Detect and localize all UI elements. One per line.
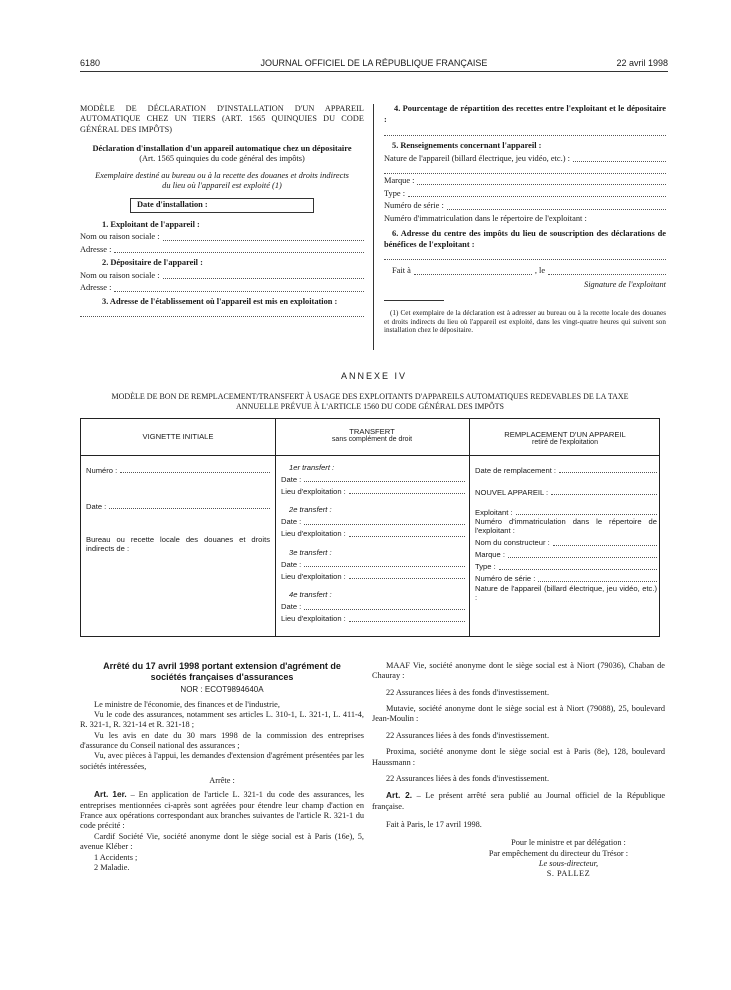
marque-field[interactable] — [475, 550, 657, 560]
page-number: 6180 — [80, 58, 101, 68]
copy-note: Exemplaire destiné au bureau ou à la recette des douanes et droits indirects du lieu où l'appareil est exploité (1) — [95, 170, 349, 191]
serie-dots — [538, 574, 657, 582]
table-header-rule — [81, 455, 659, 456]
percentage-line[interactable] — [384, 126, 666, 136]
transfer-block — [281, 548, 465, 581]
constructeur-label: Nom du constructeur : — [475, 538, 550, 548]
signature-label: Signature de l'exploitant — [584, 279, 666, 289]
arrete-p2: Vu le code des assurances, notamment ses articles L. 310-1, L. 321-1, L. 411-4, R. 321-1, R. 321-14 et R. 321-18 ; — [80, 709, 364, 730]
transfer-date-label: Date : — [281, 559, 302, 569]
type-field[interactable] — [384, 189, 666, 200]
date-installation-label: Date d'installation : — [137, 199, 208, 209]
proxima-branch: 22 Assurances liées à des fonds d'investissement. — [386, 773, 550, 783]
transfer-lieu-field[interactable] — [281, 614, 465, 624]
date-remplacement-dots — [559, 465, 657, 473]
arrete-word: Arrête : — [209, 776, 235, 786]
signature-line-1: Pour le ministre et par délégation : — [511, 838, 626, 848]
cardif-entry: Cardif Société Vie, société anonyme dont le siège social est à Paris (16e), 5, avenue Kléber : — [80, 831, 364, 852]
type-label: Type : — [475, 562, 496, 572]
section-2-heading: 2. Dépositaire de l'appareil : — [102, 258, 203, 268]
vignette-column — [86, 463, 270, 554]
journal-title: JOURNAL OFFICIEL DE LA RÉPUBLIQUE FRANÇAISE — [260, 58, 488, 68]
address-label: Adresse : — [80, 244, 112, 254]
table-col-divider-2 — [469, 419, 470, 636]
transfer-lieu-dots — [349, 571, 465, 579]
signature-line-2: Par empêchement du directeur du Trésor : — [488, 848, 629, 858]
numero-label: Numéro : — [86, 465, 118, 475]
exploitant-label: Exploitant : — [475, 507, 513, 517]
transfer-lieu-dots — [349, 486, 465, 494]
fait-dots — [414, 267, 532, 275]
transfer-date-field[interactable] — [281, 559, 465, 569]
arrete-right-column — [372, 661, 665, 880]
article-2-text: – Le présent arrêté sera publié au Journal officiel de la République française. — [372, 791, 665, 811]
arrete-p3: Vu les avis en date du 30 mars 1998 de la commission des entreprises d'assurance du Conseil national des assurances ; — [80, 730, 364, 750]
mutavie-branch: 22 Assurances liées à des fonds d'investissement. — [386, 730, 550, 740]
arrete-p4: Vu, avec pièces à l'appui, les demandes d'extension d'agrément présentées par les sociétés intéressées, — [80, 751, 364, 771]
date-remplacement-label: Date de remplacement : — [475, 465, 557, 475]
fait-a-paris: Fait à Paris, le 17 avril 1998. — [386, 819, 482, 829]
address-dots — [114, 284, 364, 292]
numero-dots — [120, 465, 270, 473]
annexe-subtitle: MODÈLE DE BON DE REMPLACEMENT/TRANSFERT À USAGE DES EXPLOITANTS D'APPAREILS AUTOMATIQUES REDEVABLES DE LA TAXE ANNUELLE PRÉVUE À L'ARTICLE 1560 DU CODE GÉNÉRAL DES IMPÔTS — [111, 392, 629, 411]
serie-label: Numéro de série : — [475, 574, 536, 584]
address-dots — [114, 245, 364, 253]
transfer-block — [281, 590, 465, 623]
issue-date: 22 avril 1998 — [616, 58, 668, 68]
address-label: Adresse : — [80, 283, 112, 293]
bureau-field[interactable]: Bureau ou recette locale des douanes et droits indirects de : — [86, 535, 270, 554]
depositaire-address-field[interactable] — [80, 283, 364, 294]
type-label: Type : — [384, 188, 406, 198]
section-1-heading: 1. Exploitant de l'appareil : — [102, 219, 200, 229]
immat-field[interactable]: Numéro d'immatriculation dans le répertoire de l'exploitant : — [475, 517, 657, 536]
numero-field[interactable] — [86, 465, 270, 475]
col3-header: REMPLACEMENT D'UN APPAREIL — [504, 430, 626, 439]
article-1-label: Art. 1er. — [94, 789, 127, 800]
nouvel-appareil-dots — [551, 487, 657, 495]
transfer-lieu-field[interactable] — [281, 486, 465, 496]
name-dots — [163, 271, 364, 279]
transfer-column — [281, 463, 465, 633]
date-field[interactable] — [86, 501, 270, 511]
establishment-address-line[interactable] — [80, 307, 364, 317]
model-title: MODÈLE DE DÉCLARATION D'INSTALLATION D'UN APPAREIL AUTOMATIQUE CHEZ UN TIERS (ART. 1565 QUINQUIES DU CODE GÉNÉRAL DES IMPÔTS) — [80, 104, 364, 134]
depositaire-name-field[interactable] — [80, 271, 364, 282]
table-col-divider-1 — [275, 419, 276, 636]
transfer-date-label: Date : — [281, 475, 302, 484]
marque-label: Marque : — [475, 550, 505, 560]
nature-label: Nature de l'appareil (billard électrique, jeu vidéo, etc.) : — [384, 153, 570, 163]
date-dots — [109, 501, 270, 509]
transfer-date-field[interactable] — [281, 474, 465, 484]
nature-field[interactable]: Nature de l'appareil (billard électrique, jeu vidéo, etc.) : — [475, 583, 657, 603]
serie-field[interactable] — [475, 574, 657, 584]
proxima-entry: Proxima, société anonyme dont le siège social est à Paris (8e), 128, boulevard Haussmann : — [372, 747, 665, 767]
immat-field[interactable]: Numéro d'immatriculation dans le répertoire de l'exploitant : — [384, 213, 587, 223]
transfer-date-dots — [304, 517, 465, 525]
transfer-title: 3e transfert : — [289, 547, 332, 557]
transfer-date-label: Date : — [281, 602, 302, 612]
constructeur-field[interactable] — [475, 538, 657, 548]
marque-label: Marque : — [384, 176, 415, 185]
section-4-heading: 4. Pourcentage de répartition des recettes entre l'exploitant et le dépositaire : — [384, 104, 666, 124]
transfer-lieu-label: Lieu d'exploitation : — [281, 614, 346, 624]
nouvel-appareil-field[interactable] — [475, 487, 657, 497]
signature-line-3: Le sous-directeur, — [538, 859, 599, 869]
transfer-lieu-field[interactable] — [281, 571, 465, 581]
exploitant-name-field[interactable] — [80, 232, 364, 243]
article-1-text: – En application de l'article L. 321-1 du code des assurances, les entreprises mentionnées ci-après sont agréées pour étendre leur champ d'action en France aux opérations correspondant aux branches suivantes de l'article R. 321-1 du code précité : — [80, 790, 364, 831]
serie-dots — [447, 202, 666, 210]
transfer-lieu-field[interactable] — [281, 529, 465, 539]
arrete-left-column — [80, 661, 364, 873]
nature-line[interactable] — [384, 164, 666, 174]
fait-label: Fait à — [392, 266, 411, 275]
constructeur-dots — [553, 538, 657, 546]
col2-header: TRANSFERT — [349, 427, 395, 436]
transfer-lieu-dots — [349, 529, 465, 537]
serie-label: Numéro de série : — [384, 201, 444, 210]
maaf-entry: MAAF Vie, société anonyme dont le siège social est à Niort (79036), Chaban de Chauray : — [372, 661, 665, 681]
section-5-heading: 5. Renseignements concernant l'appareil : — [392, 141, 542, 150]
header-rule — [80, 71, 668, 72]
column-divider — [373, 104, 374, 350]
date-installation-box[interactable] — [130, 198, 314, 213]
transfer-lieu-label: Lieu d'exploitation : — [281, 571, 346, 581]
serie-field[interactable] — [384, 201, 666, 212]
transfer-block — [281, 505, 465, 538]
nouvel-appareil-label: NOUVEL APPAREIL : — [475, 487, 549, 497]
transfer-date-dots — [304, 559, 465, 567]
annexe-title: ANNEXE IV — [340, 371, 407, 381]
branch-1: 1 Accidents ; — [94, 852, 138, 862]
date-remplacement-field[interactable] — [475, 465, 657, 475]
declaration-ref: (Art. 1565 quinquies du code général des impôts) — [139, 154, 305, 164]
transfer-date-dots — [304, 602, 465, 610]
exploitant-dots — [516, 507, 657, 515]
article-2-label: Art. 2. — [386, 790, 413, 801]
arrete-title: Arrêté du 17 avril 1998 portant extension d'agrément de sociétés françaises d'assurances — [103, 661, 341, 683]
col3-subheader: retiré de l'exploitation — [532, 439, 598, 446]
le-label: , le — [534, 266, 546, 275]
transfer-date-dots — [304, 474, 465, 482]
type-dots — [499, 562, 657, 570]
marque-dots — [417, 177, 666, 185]
mutavie-entry: Mutavie, société anonyme dont le siège social est à Niort (79088), 25, boulevard Jean-Moulin : — [372, 704, 665, 724]
section-3-heading: 3. Adresse de l'établissement où l'appareil est mis en exploitation : — [102, 296, 338, 306]
le-dots — [548, 267, 666, 275]
footnote-rule — [384, 300, 444, 301]
arrete-p1: Le ministre de l'économie, des finances et de l'industrie, — [94, 699, 280, 709]
transfer-title: 2e transfert : — [289, 505, 332, 515]
replacement-column — [475, 463, 657, 603]
transfer-block — [281, 463, 465, 496]
installation-form-continued — [384, 104, 666, 335]
transfer-date-field[interactable] — [281, 602, 465, 612]
name-label: Nom ou raison sociale : — [80, 270, 160, 280]
marque-field[interactable] — [384, 176, 666, 187]
tax-center-line[interactable] — [384, 250, 666, 260]
date-label: Date : — [86, 501, 107, 511]
transfer-lieu-label: Lieu d'exploitation : — [281, 487, 346, 496]
installation-form — [80, 104, 364, 317]
fait-field[interactable] — [384, 266, 666, 277]
transfer-title: 1er transfert : — [289, 463, 335, 472]
transfer-table — [80, 418, 660, 637]
transfer-date-field[interactable] — [281, 517, 465, 527]
type-dots — [408, 189, 666, 197]
marque-dots — [508, 550, 657, 558]
name-label: Nom ou raison sociale : — [80, 232, 160, 242]
exploitant-field[interactable] — [475, 507, 657, 517]
type-field[interactable] — [475, 562, 657, 572]
branch-2: 2 Maladie. — [94, 862, 130, 872]
arrete-nor: NOR : ECOT9894640A — [180, 684, 264, 694]
transfer-title: 4e transfert : — [289, 590, 332, 600]
section-6-heading: 6. Adresse du centre des impôts du lieu de souscription des déclarations de bénéfices de l'exploitant : — [384, 229, 666, 249]
name-dots — [163, 233, 364, 241]
col2-subheader: sans complément de droit — [331, 436, 413, 443]
signature-name: S. PALLEZ — [546, 869, 591, 879]
maaf-branch: 22 Assurances liées à des fonds d'investissement. — [386, 687, 550, 697]
declaration-title: Déclaration d'installation d'un appareil automatique chez un dépositaire — [92, 143, 352, 153]
transfer-date-label: Date : — [281, 517, 302, 527]
col1-header: VIGNETTE INITIALE — [142, 432, 214, 441]
nature-dots — [573, 154, 666, 162]
footnote: (1) Cet exemplaire de la déclaration est à adresser au bureau ou à la recette locale des douanes et droits indirects du lieu où l'appareil est exploité, dans les vingt-quatre heures qui suivent son installation chez le dépositaire. — [384, 309, 666, 335]
transfer-lieu-dots — [349, 614, 465, 622]
exploitant-address-field[interactable] — [80, 245, 364, 256]
nature-field[interactable] — [384, 154, 666, 165]
transfer-lieu-label: Lieu d'exploitation : — [281, 529, 346, 539]
